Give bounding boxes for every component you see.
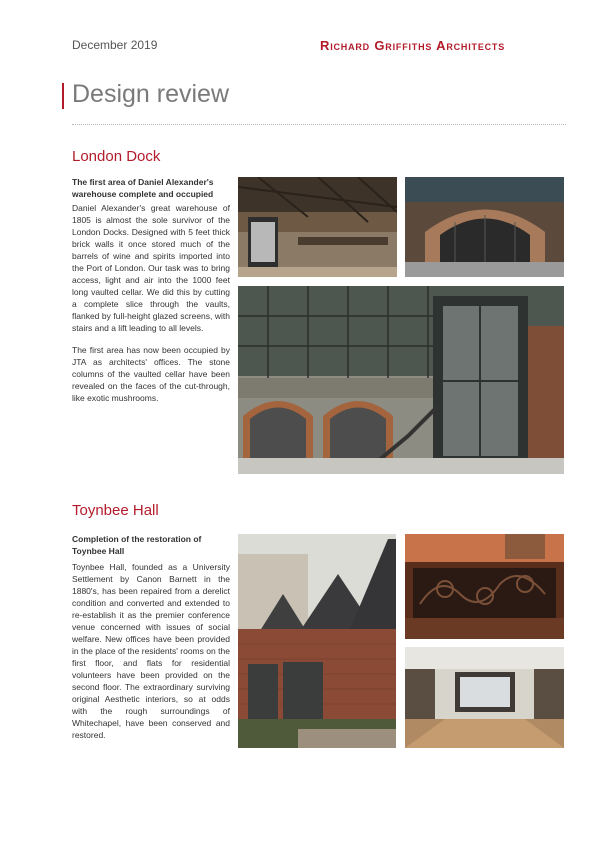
photo-toynbee-balustrade [405, 534, 564, 639]
section-body-london-dock [72, 202, 230, 414]
section-lead-toynbee-hall: Completion of the restoration of Toynbee Hall [72, 534, 202, 556]
section-body-toynbee-hall [72, 561, 230, 751]
photo-dock-vault-arch [405, 177, 564, 277]
paragraph: The first area has now been occupied by JTA as architects' offices. The stone columns of the vaulted cellar have been revealed on the faces of the cut-through, like exotic mushrooms. [72, 345, 230, 403]
photo-toynbee-exterior [238, 534, 396, 748]
paragraph: Daniel Alexander's great warehouse of 1805 is almost the sole survivor of the London Docks. Designed with 5 feet thick brick walls it once stored much of the barrels of wine and spirits imported into the Port of London. Our task was to bring access, light and air into the 1000 feet long vaulted cellar. We did this by cutting a complete slice through the vaults, flanked by full-height glazed screens, with stairs and a lift leading to all levels. [72, 203, 230, 333]
header-divider [72, 124, 566, 125]
firm-name: Richard Griffiths Architects [320, 38, 506, 53]
photo-dock-atrium [238, 286, 564, 474]
page-title: Design review [72, 80, 230, 108]
paragraph: Toynbee Hall, founded as a University Settlement by Canon Barnett in the 1880's, has been repaired from a derelict condition and converted and extended to re-establish it as the premier conference venue concerned with issues of social welfare. New offices have been provided in the place of the residents' rooms on the first floor, and flats for residential volunteers have been provided on the second floor. The extraordinary surviving original Aesthetic interiors, so at odds with the rough surroundings of Whitechapel, have been conserved and restored. [72, 562, 230, 740]
photo-toynbee-hall-interior [405, 647, 564, 748]
section-heading-toynbee-hall: Toynbee Hall [72, 502, 159, 519]
section-heading-london-dock: London Dock [72, 148, 161, 165]
section-lead-london-dock: The first area of Daniel Alexander's warehouse complete and occupied [72, 177, 214, 199]
title-accent-bar [62, 83, 64, 109]
photo-dock-lift-exterior [238, 177, 397, 277]
issue-date: December 2019 [72, 38, 158, 52]
